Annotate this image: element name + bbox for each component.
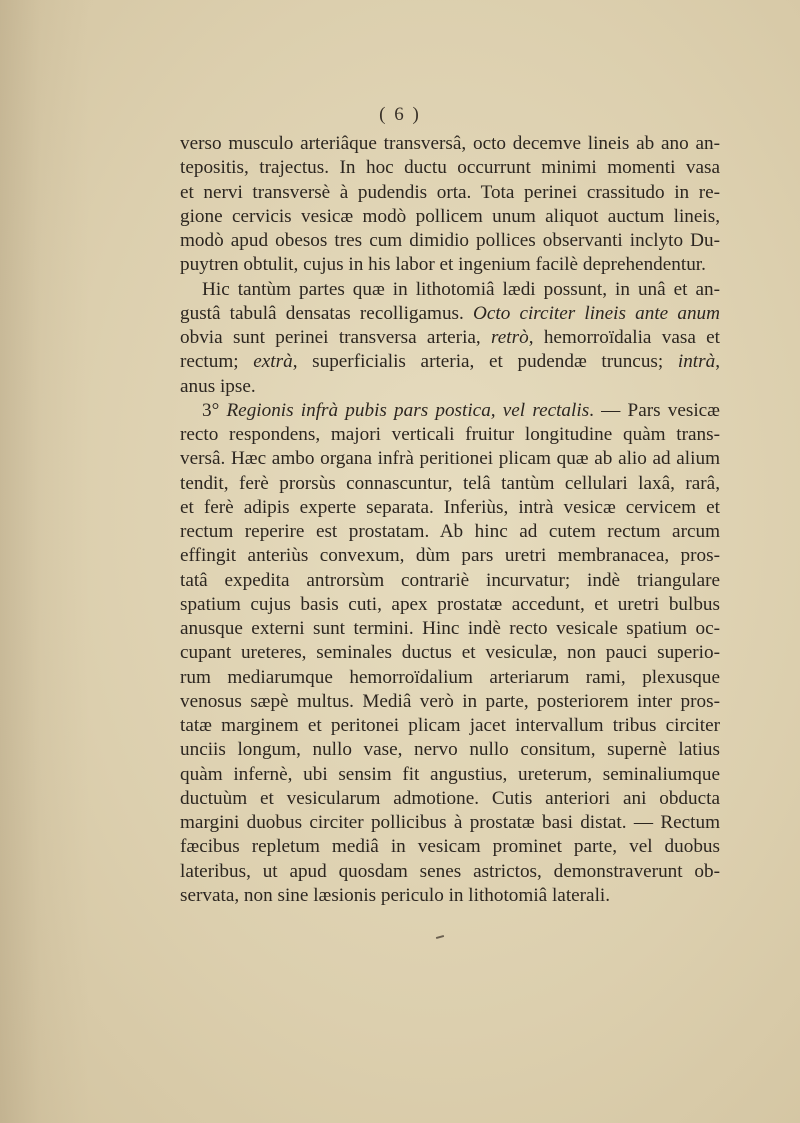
text-segment: anusque externi sunt termini. Hinc indè recto vesicale spatium oc- [180, 618, 720, 639]
italic-segment: Octo circiter lineis ante anum [472, 302, 720, 324]
text-segment: tatâ expedita antrorsùm contrariè incurvatur; indè triangulare [180, 569, 720, 591]
text-segment: verso musculo arteriâque transversâ, octo decemve lineis ab ano an- [180, 133, 720, 154]
text-line [180, 156, 720, 180]
text-segment: rectum; [180, 351, 254, 373]
text-line [180, 302, 720, 326]
text-segment: venosus sæpè multus. Mediâ verò in parte, posteriorem inter pros- [180, 690, 720, 712]
text-segment: Hic tantùm partes quæ in lithotomiâ lædi possunt, in unâ et an- [202, 278, 720, 300]
text-segment: effingit anteriùs convexum, dùm pars uretri membranacea, pros- [180, 545, 720, 567]
text-line [180, 763, 720, 787]
text-segment: servata, non sine læsionis periculo in lithotomiâ laterali. [180, 884, 611, 906]
text-segment: , hemorroïdalia vasa et [528, 327, 721, 348]
text-line [180, 326, 720, 350]
text-line [180, 593, 720, 617]
body-text [180, 132, 720, 908]
text-line [180, 860, 720, 884]
text-segment: puytren obtulit, cujus in his labor et ingenium facilè deprehendentur. [180, 254, 706, 276]
text-line [180, 520, 720, 544]
text-segment: et nervi transversè à pudendis orta. Tota perinei crassitudo in re- [180, 181, 720, 203]
text-segment: gustâ tabulâ densatas recolligamus. [180, 302, 473, 324]
text-line [180, 569, 720, 593]
text-segment: et ferè adipis experte separata. Inferiùs, intrà vesicæ cervicem et [180, 496, 720, 518]
text-line [180, 132, 720, 156]
text-line [180, 811, 720, 835]
page-number: ( 6 ) [379, 104, 421, 125]
text-segment: , superficialis arteria, et pudendæ truncus; [292, 351, 678, 373]
text-segment: rectum reperire est prostatam. Ab hinc ad cutem rectum arcum [180, 521, 720, 542]
text-segment: tatæ marginem et peritonei plicam jacet intervallum tribus circiter [180, 715, 720, 736]
text-segment: unciis longum, nullo vase, nervo nullo consitum, supernè latius [180, 739, 720, 761]
text-line [180, 690, 720, 714]
text-line [180, 787, 720, 811]
text-line [180, 835, 720, 859]
text-line [180, 884, 720, 908]
text-line [180, 666, 720, 690]
paragraph [180, 399, 720, 908]
text-segment: lateribus, ut apud quosdam senes astrictos, demonstraverunt ob- [180, 860, 720, 882]
text-segment: margini duobus circiter pollicibus à prostatæ basi distat. — Rectum [180, 812, 720, 833]
text-line [180, 544, 720, 568]
text-segment: recto respondens, majori verticali fruitur longitudine quàm trans- [180, 424, 720, 445]
text-line [180, 738, 720, 762]
text-segment: tepositis, trajectus. In hoc ductu occurrunt minimi momenti vasa [180, 157, 720, 179]
text-segment: ductuùm et vesicularum admotione. Cutis anteriori ani obducta [180, 787, 720, 809]
text-segment: anus ipse. [180, 375, 256, 397]
italic-segment: extrà [253, 351, 293, 373]
text-segment: 3° [202, 399, 227, 421]
text-line [180, 181, 720, 205]
paragraph [180, 278, 720, 399]
text-line [180, 375, 720, 399]
ink-mark [436, 935, 444, 939]
text-segment: modò apud obesos tres cum dimidio pollices observanti inclyto Du- [180, 230, 720, 251]
text-segment: tendit, ferè prorsùs connascuntur, telâ tantùm cellulari laxâ, rarâ, [180, 472, 720, 494]
text-segment: versâ. Hæc ambo organa infrà peritionei plicam quæ ab alio ad alium [180, 448, 720, 470]
italic-segment: intrà [677, 351, 716, 373]
text-line [180, 617, 720, 641]
text-line [180, 714, 720, 738]
text-segment: rum mediarumque hemorroïdalium arteriarum rami, plexusque [180, 666, 720, 688]
text-line [180, 205, 720, 229]
text-line [180, 472, 720, 496]
text-line [180, 447, 720, 471]
text-segment: obvia sunt perinei transversa arteria, [180, 327, 492, 348]
text-segment: fæcibus repletum mediâ in vesicam prominet parte, vel duobus [180, 836, 720, 858]
text-segment: quàm infernè, ubi sensim fit angustius, ureterum, seminaliumque [180, 763, 720, 785]
text-line [180, 496, 720, 520]
text-line [180, 423, 720, 447]
italic-segment: Regionis infrà pubis pars postica, vel rectalis [226, 399, 590, 421]
text-line [180, 399, 720, 423]
text-segment: cupant ureteres, seminales ductus et vesiculæ, non pauci superio- [180, 642, 720, 664]
text-line [180, 253, 720, 277]
text-segment: , [715, 351, 720, 373]
text-segment: . — Pars vesicæ [589, 399, 720, 421]
text-line [180, 641, 720, 665]
text-line [180, 350, 720, 374]
text-segment: spatium cujus basis cuti, apex prostatæ accedunt, et uretri bulbus [180, 593, 720, 615]
text-line [180, 229, 720, 253]
italic-segment: retrò [491, 327, 529, 348]
text-line [180, 278, 720, 302]
paragraph [180, 132, 720, 278]
text-segment: gione cervicis vesicæ modò pollicem unum aliquot auctum lineis, [180, 205, 720, 227]
